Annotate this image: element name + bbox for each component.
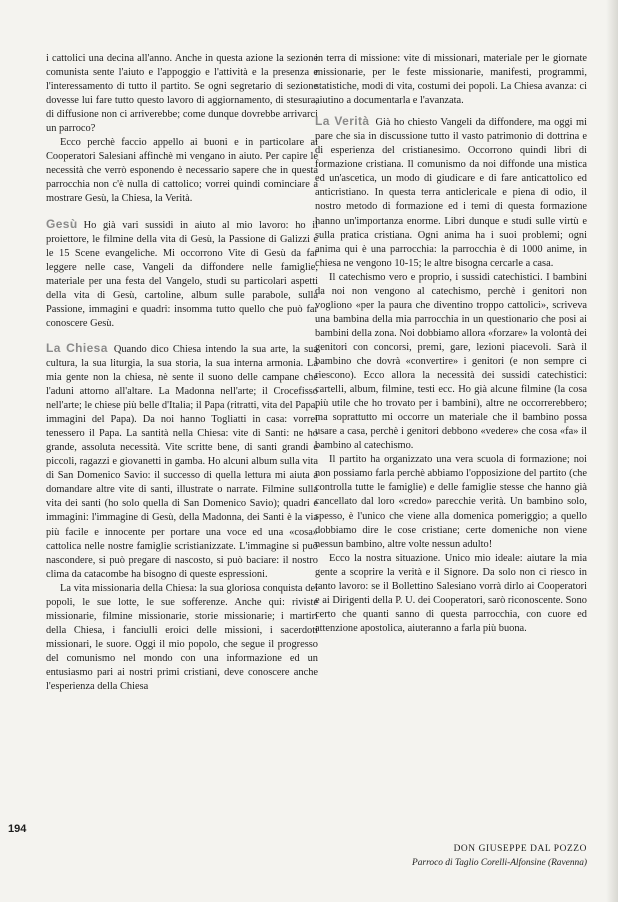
section-text: Ho già vari sussidi in aiuto al mio lavoro: ho il proiettore, le filmine della vita di Gesù, la Passione di Galizzi e le 15 Scene evangeliche. Mi occorrono Vite di Gesù da far leggere nelle case, Vangeli da diffondere nelle famiglie, materiale per una festa del Vangelo, studi su particolari aspetti della vita di Gesù, cartoline, album sulle parabole, sulla Passione, immagini e quadri: insomma tutto quello che può far conoscere Gesù. xyxy=(46,219,318,329)
section-gesu xyxy=(46,217,318,331)
section-heading-verita: La Verità xyxy=(315,114,370,129)
paragraph: in terra di missione: vite di missionari, materiale per le giornate missionarie, per le feste missionarie, manifesti, programmi, statistiche, modi di vita, costumi dei popoli. La Chiesa avanza: ci aiutino a documentarla e l'avanzata. xyxy=(315,53,587,107)
paragraph: Il partito ha organizzato una vera scuola di formazione; noi non possiamo farla perchè abbiamo l'opposizione del partito (che controlla tutte le famiglie) e delle famiglie stesse che hanno già cancellato dal loro «credo» parecchie verità. Un bambino solo, spesso, è l'unico che viene alla domenica pomeriggio; a quello dobbiamo dire le cose cristiane; certe domeniche non viene nessun bambino, altre volte nessun adulto! xyxy=(315,454,587,550)
section-heading-gesu: Gesù xyxy=(46,216,78,231)
signature xyxy=(315,842,587,870)
page-number: 194 xyxy=(8,823,27,835)
section-text: Quando dico Chiesa intendo la sua arte, la sua cultura, la sua liturgia, la sua storia, la sua interna armonia. La mia gente non la chiesa, nè sente il suono delle campane che l'aduni attorno all'altare. La Madonna nell'arte; il Crocefisso nell'arte; le chiese più belle d'Italia; il Papa (ritratti, vita del Papa, immagini del Papa). Da noi hanno Togliatti in casa: vorrei tenessero il Papa. La santità nella Chiesa: vite di Santi: ne ho grande, assoluta necessità. Vite scritte bene, di santi grandi e piccoli, ragazzi e giovanetti in gamba. Ho alcuni album sulla vita di San Domenico Savio: il successo di quella lettura mi aiuta a domandare altre vite di santi, illustrate o narrate. Filmine sulla vita dei santi (ho solo quella di San Domenico Savio); quadri e immagini: l'immagine di Gesù, della Madonna, dei Santi è la via più facile e innocente per portare una voce ed una «cosa» cattolica nelle nostre famiglie scristianizzate. L'immagine si può nascondere, si può pregare di nascosto, si può baciare: il nostro clima da catacombe ha bisogno di queste espressioni. xyxy=(46,343,318,580)
section-text: Già ho chiesto Vangeli da diffondere, ma oggi mi pare che sia in discussione tutto il vasto patrimonio di dottrina e di esperienza del cristianesimo. Occorrono quindi libri di formazione cristiana. Il comunismo da noi diffonde una mistica ed un'ascetica, un modo di giudicare e di fare anticattolico ed anticristiano. In questa terra anticlericale e piena di odio, il nostro metodo di formazione ed i temi di questa formazione hanno un'importanza enorme. Libri dunque e studi sulle virtù e sulla pratica cristiana. Ogni anima ha i suoi problemi; ogni anima qui è una parrocchia: la parrocchia è di 1000 anime, in chiesa ne vengono 10-15; le altre bisogna cercarle a casa. xyxy=(315,117,587,269)
paragraph: Ecco la nostra situazione. Unico mio ideale: aiutare la mia gente a scoprire la verità e il Signore. Da solo non ci riesco in tanto lavoro: se il Bollettino Salesiano vorrà dirlo ai Cooperatori e ai Dirigenti della P. U. dei Cooperatori, sarò riconoscente. Sono certo che quanti sanno di questa parrocchia, con cuore ed attenzione apostolica, aiuteranno a farla più buona. xyxy=(315,552,587,634)
section-chiesa xyxy=(46,341,318,582)
left-column xyxy=(46,52,318,694)
paragraph: Il catechismo vero e proprio, i sussidi catechistici. I bambini da noi non vengono al catechismo, perchè i genitori non vogliono «per la paura che diventino troppo cattolici», scriveva una bambina della mia parrocchia in un questionario che posi ai bambini della zona. Noi dobbiamo allora «forzare» la volontà dei genitori con concorsi, premi, gare, lezioni piacevoli. Sarà il bambino che dovrà «convertire» i genitori (e non sempre ci riescono). Ecco allora la necessità dei sussidi catechistici: cartelli, album, filmine, testi ecc. Ho già alcune filmine (la cosa più utile che ho trovato per i bambini), altre ne occorrerebbero; ma soprattutto mi occorre un materiale che il bambino possa usare a casa, perchè i genitori debbono «vedere» che cosa «fa» il bambino al catechismo. xyxy=(315,271,587,452)
page-edge-shadow xyxy=(606,0,618,902)
signature-place: Parroco di Taglio Corelli-Alfonsine (Ravenna) xyxy=(412,858,587,868)
section-verita xyxy=(315,114,587,271)
section-heading-chiesa: La Chiesa xyxy=(46,340,108,355)
paragraph: i cattolici una decina all'anno. Anche in questa azione la sezione comunista sente l'aiuto e l'appoggio e l'attività e la presenza e l'interessamento di tutto il partito. Se ogni segretario di sezione dovesse lui fare tutto questo lavoro di aggiornamento, di stesura, di diffusione non ci arriverebbe; come dunque dovrebbe arrivarci un parroco? xyxy=(46,53,318,135)
right-column xyxy=(315,52,587,636)
paragraph: Ecco perchè faccio appello ai buoni e in particolare ai Cooperatori Salesiani affinchè mi vengano in aiuto. Per capire le necessità che verrò esponendo è necessario sapere che in questa parrocchia non c'è nulla di cattolico; vorrei quindi cominciare a mostrare Gesù, la Chiesa, la Verità. xyxy=(46,137,318,205)
paragraph: La vita missionaria della Chiesa: la sua gloriosa conquista dei popoli, le sue lotte, le sue sofferenze. Anche qui: riviste missionarie, filmine missionarie, storie missionarie; i martiri della Chiesa, i fanciulli eroici delle missioni, i sacerdoti missionari, le suore. Oggi il mio popolo, che segue il progresso del comunismo nel mondo con una informazione ed un entusiasmo pari ai nostri primi cristiani, deve conoscere anche l'esperienza della Chiesa xyxy=(46,582,318,693)
signature-name: DON GIUSEPPE DAL POZZO xyxy=(453,844,587,854)
